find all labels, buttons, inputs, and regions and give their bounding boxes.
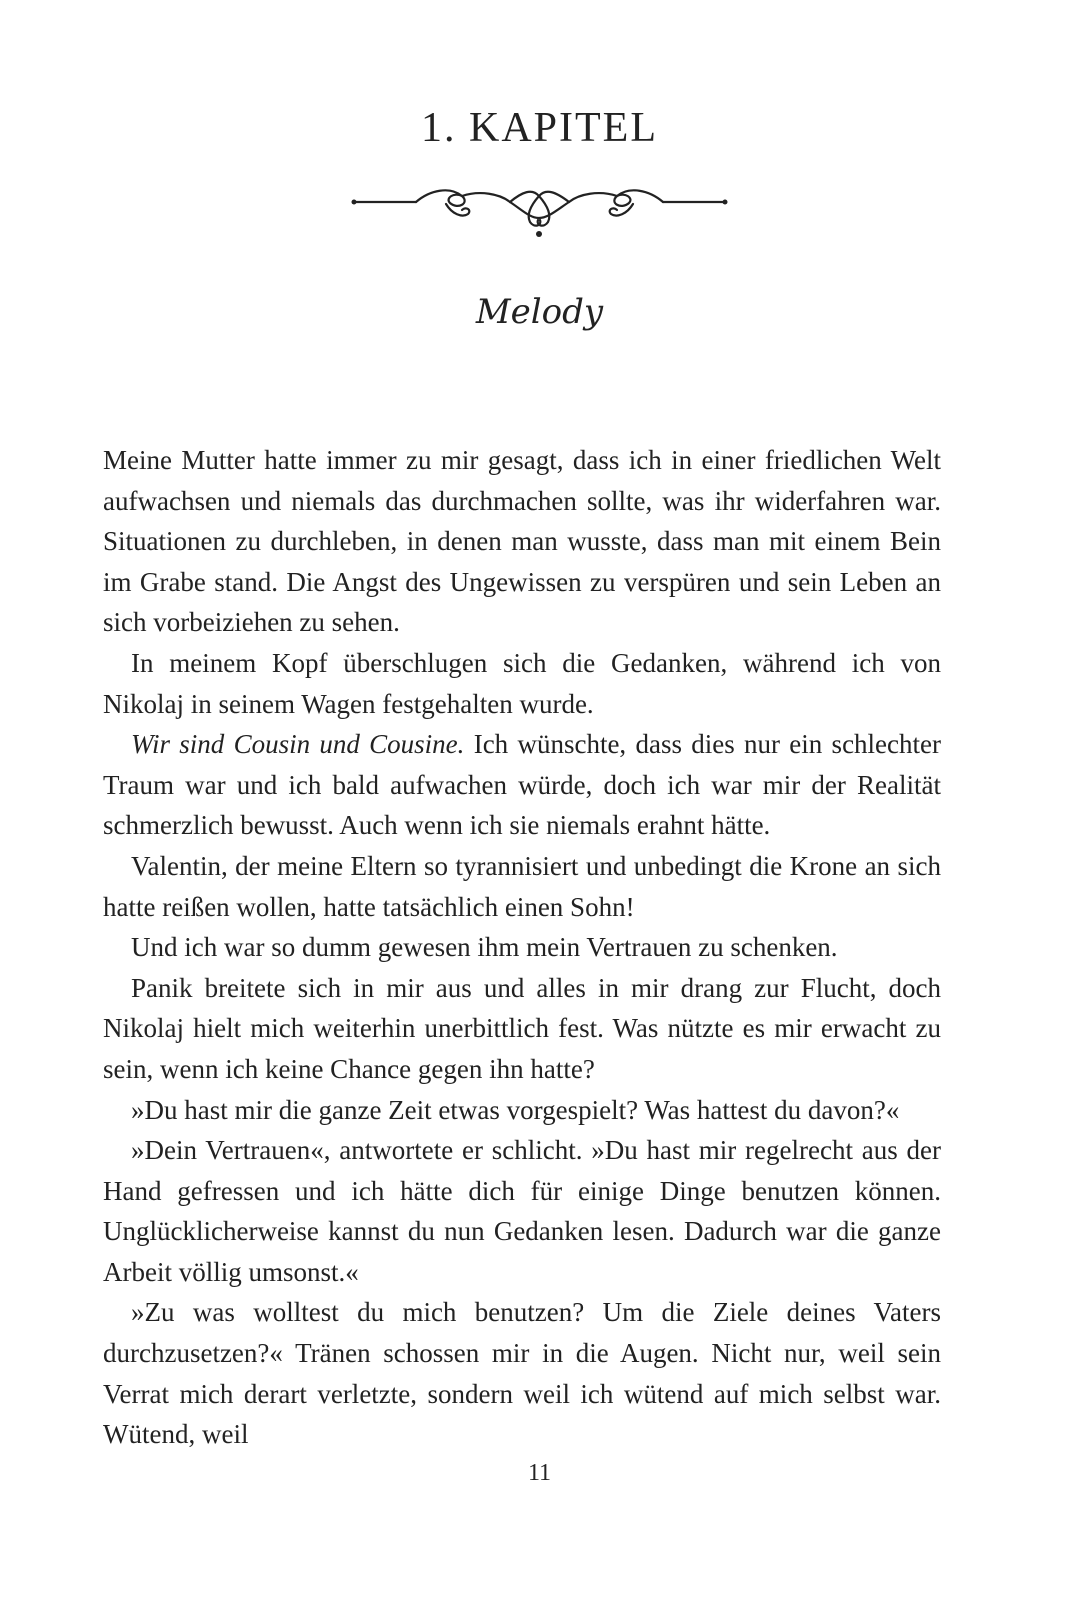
chapter-body (103, 440, 941, 1455)
chapter-title: 1. KAPITEL (421, 105, 658, 151)
paragraph: »Dein Vertrauen«, antwortete er schlicht. »Du hast mir regelrecht aus der Hand gefressen und ich hätte dich für einige Dinge benutzen können. Unglücklicherweise kannst du nun Gedanken lesen. Dadurch war die ganze Arbeit völlig umsonst.« (103, 1135, 941, 1287)
paragraph-rest: Ich wünschte, dass dies nur ein schlechter Traum war und ich bald aufwachen würde, doch ich war mir der Realität schmerzlich bewusst. Auch wenn ich sie niemals erahnt hätte. (103, 729, 941, 841)
paragraph: Valentin, der meine Eltern so tyrannisiert und unbedingt die Krone an sich hatte reißen wollen, hatte tatsächlich einen Sohn! (103, 850, 941, 922)
paragraph: In meinem Kopf überschlugen sich die Gedanken, während ich von Nikolaj in seinem Wagen festgehalten wurde. (103, 647, 941, 719)
paragraph: »Zu was wolltest du mich benutzen? Um die Ziele deines Vaters durchzusetzen?« Tränen schossen mir in die Augen. Nicht nur, weil sein Verrat mich derart verletzte, sondern weil ich wütend auf mich selbst war. Wütend, weil (103, 1297, 941, 1450)
paragraph: Und ich war so dumm gewesen ihm mein Vertrauen zu schenken. (131, 932, 838, 963)
page-number: 11 (527, 1460, 552, 1486)
paragraph (103, 724, 941, 846)
paragraph: Panik breitete sich in mir aus und alles in mir drang zur Flucht, doch Nikolaj hielt mich weiterhin unerbittlich fest. Was nützte es mir erwacht zu sein, wenn ich keine Chance gegen ihn hatte? (103, 972, 941, 1084)
paragraph: »Du hast mir die ganze Zeit etwas vorgespielt? Was hattest du davon?« (131, 1094, 900, 1125)
chapter-pov-name: Melody (475, 292, 604, 332)
italic-phrase: Wir sind Cousin und Cousine. (131, 729, 465, 760)
flourish-divider-icon (350, 170, 729, 250)
paragraph: Meine Mutter hatte immer zu mir gesagt, dass ich in einer friedlichen Welt aufwachsen und niemals das durchmachen sollte, was ihr widerfahren war. Situationen zu durchleben, in denen man wusste, dass man mit einem Bein im Grabe stand. Die Angst des Ungewissen zu verspüren und sein Leben an sich vorbeiziehen zu sehen. (103, 445, 941, 638)
